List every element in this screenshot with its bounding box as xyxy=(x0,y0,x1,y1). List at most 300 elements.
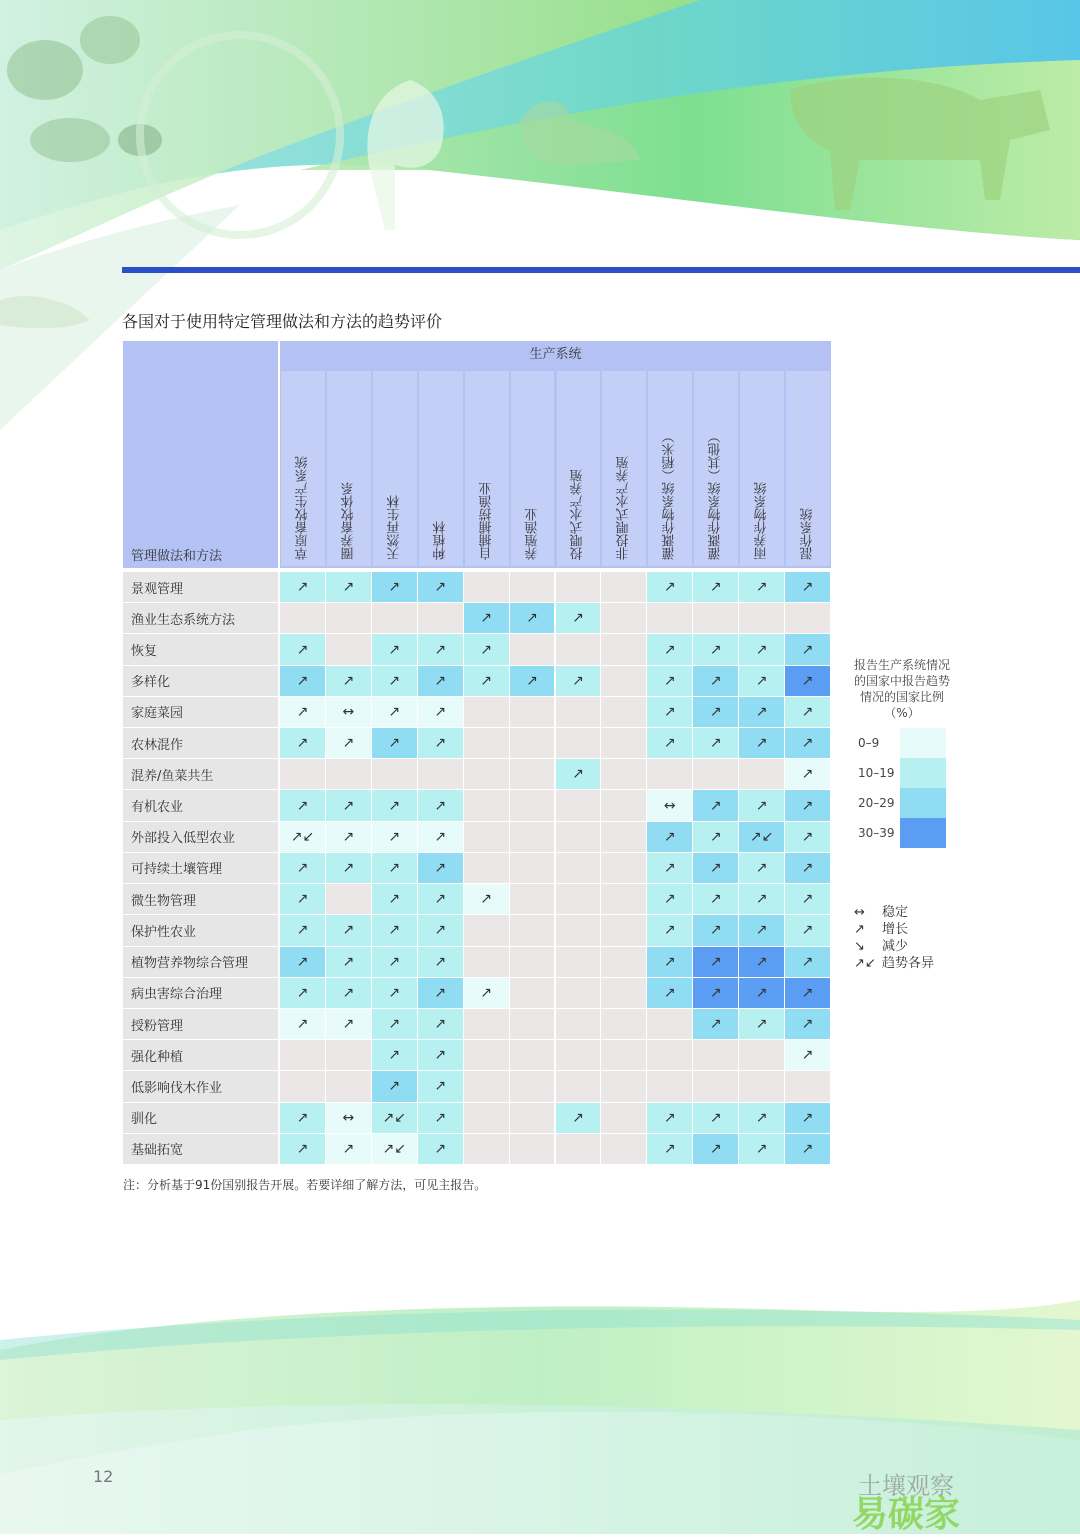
trend-cell xyxy=(510,1071,555,1101)
legend-title: 报告生产系统情况的国家中报告趋势情况的国家比例（%） xyxy=(854,658,951,720)
trend-cell xyxy=(785,1071,830,1101)
trend-cell: ↗ xyxy=(693,915,738,945)
trend-cell: ↗ xyxy=(693,947,738,977)
trend-cell: ↗ xyxy=(647,634,692,664)
trend-cell: ↗ xyxy=(739,790,784,820)
trend-cell: ↗ xyxy=(739,947,784,977)
trend-cell xyxy=(647,1009,692,1039)
trend-cell xyxy=(510,853,555,883)
row-header-cell xyxy=(123,341,278,568)
trend-cell: ↗ xyxy=(418,1103,463,1133)
trend-cell xyxy=(326,634,371,664)
column-header-block xyxy=(280,341,831,568)
trend-cell: ↗ xyxy=(556,1103,601,1133)
row-label: 渔业生态系统方法 xyxy=(123,603,278,633)
legend-symbol xyxy=(854,918,964,935)
trend-cell xyxy=(510,697,555,727)
legend-symbol xyxy=(854,952,964,969)
trend-cell: ↗ xyxy=(693,822,738,852)
row-label: 有机农业 xyxy=(123,790,278,820)
legend-symbol-label: 趋势各异 xyxy=(882,956,935,971)
trend-cell: ↗ xyxy=(418,572,463,602)
trend-cell: ↗ xyxy=(647,884,692,914)
legend-band xyxy=(858,758,948,788)
trend-cell: ↔ xyxy=(326,697,371,727)
trend-cell: ↗ xyxy=(280,666,325,696)
row-header-label: 管理做法和方法 xyxy=(131,549,223,564)
trend-cell xyxy=(464,1040,509,1070)
row-label: 景观管理 xyxy=(123,572,278,602)
trend-cell: ↗ xyxy=(418,853,463,883)
legend-band-label: 0–9 xyxy=(858,736,880,750)
column-header xyxy=(419,371,463,566)
trend-cell xyxy=(464,822,509,852)
trend-cell: ↗ xyxy=(739,1103,784,1133)
legend-band-label: 10–19 xyxy=(858,766,895,780)
trend-cell xyxy=(601,572,646,602)
trend-cell: ↗↙ xyxy=(372,1134,417,1164)
trend-cell: ↗ xyxy=(693,728,738,758)
trend-cell xyxy=(464,1134,509,1164)
column-header-label: 雨养作物系统 xyxy=(754,482,770,560)
row-label: 病虫害综合治理 xyxy=(123,978,278,1008)
trend-cell: ↗ xyxy=(280,634,325,664)
trend-cell xyxy=(418,759,463,789)
trend-cell: ↗ xyxy=(326,853,371,883)
legend-band xyxy=(858,818,948,848)
trend-cell: ↗ xyxy=(785,1134,830,1164)
trend-cell: ↗ xyxy=(372,915,417,945)
trend-cell xyxy=(647,1071,692,1101)
trend-cell xyxy=(464,915,509,945)
column-header xyxy=(740,371,784,566)
trend-cell: ↗ xyxy=(739,1009,784,1039)
row-label: 强化种植 xyxy=(123,1040,278,1070)
trend-cell xyxy=(510,1134,555,1164)
trend-cell xyxy=(556,790,601,820)
trend-cell xyxy=(510,634,555,664)
trend-cell: ↗ xyxy=(693,666,738,696)
trend-cell xyxy=(556,915,601,945)
trend-cell xyxy=(601,1071,646,1101)
trend-cell: ↗ xyxy=(739,884,784,914)
trend-cell xyxy=(326,603,371,633)
trend-cell: ↗ xyxy=(280,1103,325,1133)
trend-cell: ↗ xyxy=(280,790,325,820)
trend-cell: ↗ xyxy=(647,947,692,977)
trend-cell: ↗ xyxy=(785,634,830,664)
trend-cell: ↗ xyxy=(647,853,692,883)
trend-cell xyxy=(601,884,646,914)
watermark-logo: 易碳家 xyxy=(852,1494,961,1535)
column-header-label: 草原畜牧生产系统 xyxy=(295,456,311,560)
trend-cell: ↗ xyxy=(739,666,784,696)
trend-cell xyxy=(510,728,555,758)
trend-cell: ↗ xyxy=(647,1103,692,1133)
trend-cell: ↗ xyxy=(372,822,417,852)
row-label: 低影响伐木作业 xyxy=(123,1071,278,1101)
trend-cell xyxy=(601,666,646,696)
trend-cell xyxy=(601,728,646,758)
legend-band-label: 30–39 xyxy=(858,826,895,840)
trend-cell: ↗ xyxy=(785,790,830,820)
trend-cell: ↗ xyxy=(693,1134,738,1164)
trend-cell: ↗ xyxy=(739,915,784,945)
trend-cell: ↗ xyxy=(418,728,463,758)
trend-cell: ↗ xyxy=(693,790,738,820)
trend-cell: ↗ xyxy=(372,884,417,914)
trend-cell: ↗ xyxy=(418,978,463,1008)
trend-cell: ↗ xyxy=(739,572,784,602)
trend-cell xyxy=(464,728,509,758)
trend-cell: ↗ xyxy=(556,666,601,696)
group-header: 生产系统 xyxy=(529,347,582,362)
trend-cell: ↗ xyxy=(510,666,555,696)
trend-cell: ↗ xyxy=(280,572,325,602)
trend-cell: ↗ xyxy=(693,1103,738,1133)
watermark-line1: 土壤观察 xyxy=(858,1472,954,1500)
trend-cell xyxy=(693,1071,738,1101)
trend-cell xyxy=(510,1009,555,1039)
column-header-label: 种植林 xyxy=(433,521,449,560)
legend-swatch xyxy=(900,818,946,848)
trend-cell: ↗ xyxy=(739,728,784,758)
trend-cell xyxy=(601,697,646,727)
trend-cell: ↗ xyxy=(785,915,830,945)
trend-cell: ↗ xyxy=(647,978,692,1008)
legend-symbol xyxy=(854,901,964,918)
column-header xyxy=(511,371,555,566)
trend-cell: ↗ xyxy=(510,603,555,633)
trend-cell xyxy=(464,790,509,820)
trend-cell xyxy=(510,822,555,852)
trend-cell: ↗ xyxy=(693,1009,738,1039)
trend-cell: ↗ xyxy=(647,822,692,852)
trend-cell: ↗ xyxy=(372,572,417,602)
page-number: 12 xyxy=(93,1467,114,1486)
trend-cell: ↗ xyxy=(739,697,784,727)
trend-cell: ↗ xyxy=(326,666,371,696)
trend-cell: ↗ xyxy=(693,978,738,1008)
row-label: 可持续土壤管理 xyxy=(123,853,278,883)
trend-cell: ↗ xyxy=(372,978,417,1008)
trend-cell: ↗ xyxy=(326,790,371,820)
trend-cell xyxy=(739,759,784,789)
column-header xyxy=(602,371,646,566)
page-title: 各国对于使用特定管理做法和方法的趋势评价 xyxy=(122,312,443,331)
trend-cell: ↗ xyxy=(372,634,417,664)
trend-arrow-icon: ↔ xyxy=(854,905,865,920)
trend-cell: ↗ xyxy=(326,947,371,977)
trend-cell: ↗ xyxy=(693,634,738,664)
trend-cell: ↗ xyxy=(280,1009,325,1039)
trend-cell: ↗ xyxy=(785,1009,830,1039)
trend-cell: ↗ xyxy=(464,978,509,1008)
trend-table xyxy=(123,341,831,1165)
trend-cell: ↗ xyxy=(418,790,463,820)
trend-cell xyxy=(280,603,325,633)
trend-cell xyxy=(510,1040,555,1070)
trend-cell xyxy=(464,697,509,727)
trend-cell xyxy=(556,853,601,883)
trend-cell xyxy=(601,634,646,664)
column-header xyxy=(465,371,509,566)
trend-cell xyxy=(510,915,555,945)
trend-cell xyxy=(464,1071,509,1101)
trend-cell: ↗ xyxy=(418,697,463,727)
legend-band-label: 20–29 xyxy=(858,796,895,810)
trend-cell xyxy=(280,1071,325,1101)
trend-cell: ↗ xyxy=(647,915,692,945)
trend-cell xyxy=(556,1071,601,1101)
trend-cell xyxy=(464,1009,509,1039)
trend-cell xyxy=(556,884,601,914)
trend-cell: ↗ xyxy=(464,634,509,664)
trend-cell: ↗ xyxy=(372,790,417,820)
trend-cell: ↗ xyxy=(693,884,738,914)
trend-cell: ↗ xyxy=(326,1134,371,1164)
trend-cell xyxy=(556,1040,601,1070)
trend-cell xyxy=(510,572,555,602)
row-label: 保护性农业 xyxy=(123,915,278,945)
trend-cell xyxy=(693,759,738,789)
trend-cell xyxy=(464,1103,509,1133)
trend-cell xyxy=(510,884,555,914)
trend-arrow-icon: ↘ xyxy=(854,939,865,954)
trend-cell: ↗ xyxy=(785,1040,830,1070)
row-label: 驯化 xyxy=(123,1103,278,1133)
trend-cell: ↗ xyxy=(739,978,784,1008)
trend-cell: ↗ xyxy=(280,697,325,727)
trend-arrow-icon: ↗ xyxy=(854,922,865,937)
row-label: 基础拓宽 xyxy=(123,1134,278,1164)
trend-cell: ↗ xyxy=(647,1134,692,1164)
trend-cell xyxy=(647,1040,692,1070)
trend-cell: ↗↙ xyxy=(372,1103,417,1133)
trend-cell: ↗ xyxy=(326,728,371,758)
row-label: 微生物管理 xyxy=(123,884,278,914)
trend-cell: ↗ xyxy=(280,884,325,914)
trend-cell: ↗ xyxy=(739,853,784,883)
trend-cell: ↗ xyxy=(785,759,830,789)
trend-cell: ↗ xyxy=(464,884,509,914)
column-header xyxy=(648,371,692,566)
trend-cell xyxy=(326,884,371,914)
column-header-label: 自捕捕捞渔业 xyxy=(479,482,495,560)
trend-cell: ↗ xyxy=(326,572,371,602)
trend-cell xyxy=(693,1040,738,1070)
trend-cell: ↗ xyxy=(464,666,509,696)
trend-cell: ↗ xyxy=(372,728,417,758)
trend-cell xyxy=(556,947,601,977)
trend-cell: ↗ xyxy=(647,697,692,727)
trend-cell: ↗ xyxy=(693,853,738,883)
trend-cell: ↗ xyxy=(785,822,830,852)
column-header-label: 混作系统 xyxy=(800,508,816,560)
column-header-label: 灌溉作物系统（稻米） xyxy=(662,430,678,560)
trend-cell xyxy=(739,603,784,633)
trend-cell xyxy=(601,947,646,977)
trend-cell: ↗ xyxy=(739,1134,784,1164)
trend-cell: ↗ xyxy=(785,572,830,602)
trend-cell: ↗ xyxy=(464,603,509,633)
trend-cell: ↗ xyxy=(280,728,325,758)
trend-cell xyxy=(418,603,463,633)
trend-cell xyxy=(601,759,646,789)
trend-cell xyxy=(556,697,601,727)
legend-symbol xyxy=(854,935,964,952)
trend-cell: ↗↙ xyxy=(280,822,325,852)
trend-cell xyxy=(326,1040,371,1070)
trend-cell xyxy=(601,1040,646,1070)
trend-cell: ↗ xyxy=(785,947,830,977)
legend-swatch xyxy=(900,788,946,818)
trend-cell: ↗ xyxy=(785,884,830,914)
column-header-label: 天然再生林 xyxy=(387,495,403,560)
trend-cell: ↗ xyxy=(372,947,417,977)
column-header xyxy=(786,371,830,566)
trend-cell: ↗ xyxy=(418,1071,463,1101)
trend-cell: ↔ xyxy=(326,1103,371,1133)
trend-cell: ↔ xyxy=(647,790,692,820)
trend-cell xyxy=(601,1009,646,1039)
trend-cell xyxy=(601,1103,646,1133)
trend-cell: ↗ xyxy=(785,978,830,1008)
trend-cell xyxy=(464,759,509,789)
trend-cell xyxy=(510,947,555,977)
column-header xyxy=(327,371,371,566)
trend-cell xyxy=(326,1071,371,1101)
trend-cell xyxy=(556,978,601,1008)
trend-cell: ↗ xyxy=(326,915,371,945)
trend-cell: ↗ xyxy=(280,978,325,1008)
trend-cell: ↗ xyxy=(693,697,738,727)
footnote: 注：分析基于91份国别报告开展。若要详细了解方法，可见主报告。 xyxy=(123,1178,487,1192)
trend-cell: ↗ xyxy=(785,697,830,727)
trend-cell: ↗ xyxy=(785,728,830,758)
trend-cell: ↗ xyxy=(280,1134,325,1164)
trend-cell xyxy=(556,1134,601,1164)
trend-cell: ↗ xyxy=(785,853,830,883)
trend-cell: ↗↙ xyxy=(739,822,784,852)
trend-cell: ↗ xyxy=(739,634,784,664)
legend-swatch xyxy=(900,728,946,758)
row-label: 多样化 xyxy=(123,666,278,696)
trend-cell xyxy=(647,759,692,789)
trend-cell xyxy=(464,572,509,602)
column-header xyxy=(373,371,417,566)
trend-cell xyxy=(464,947,509,977)
trend-arrow-icon: ↗↙ xyxy=(854,956,876,971)
trend-cell xyxy=(601,978,646,1008)
row-label: 外部投入低型农业 xyxy=(123,822,278,852)
trend-cell: ↗ xyxy=(326,1009,371,1039)
row-label: 家庭菜园 xyxy=(123,697,278,727)
column-header xyxy=(557,371,601,566)
trend-cell xyxy=(601,915,646,945)
trend-cell xyxy=(785,603,830,633)
trend-cell xyxy=(601,853,646,883)
trend-cell: ↗ xyxy=(372,1040,417,1070)
trend-cell: ↗ xyxy=(418,915,463,945)
trend-cell: ↗ xyxy=(326,822,371,852)
trend-cell: ↗ xyxy=(693,572,738,602)
column-header-label: 灌溉作物系统（其他） xyxy=(708,430,724,560)
trend-cell: ↗ xyxy=(418,884,463,914)
trend-cell xyxy=(280,759,325,789)
trend-cell xyxy=(556,728,601,758)
trend-cell: ↗ xyxy=(372,1009,417,1039)
row-label: 农林混作 xyxy=(123,728,278,758)
trend-cell xyxy=(739,1040,784,1070)
legend-band xyxy=(858,728,948,758)
trend-cell: ↗ xyxy=(418,947,463,977)
trend-cell: ↗ xyxy=(647,666,692,696)
trend-cell: ↗ xyxy=(372,697,417,727)
trend-cell xyxy=(510,790,555,820)
row-label: 授粉管理 xyxy=(123,1009,278,1039)
trend-cell: ↗ xyxy=(647,572,692,602)
trend-cell: ↗ xyxy=(785,666,830,696)
trend-cell xyxy=(739,1071,784,1101)
trend-cell xyxy=(280,1040,325,1070)
trend-cell xyxy=(556,1009,601,1039)
trend-cell: ↗ xyxy=(418,666,463,696)
trend-cell: ↗ xyxy=(418,822,463,852)
trend-cell xyxy=(510,759,555,789)
trend-cell xyxy=(556,572,601,602)
trend-cell: ↗ xyxy=(418,1040,463,1070)
column-header-label: 非投喂式水产养殖 xyxy=(616,456,632,560)
trend-cell: ↗ xyxy=(647,728,692,758)
legend-symbol-label: 增长 xyxy=(882,922,909,937)
column-header-label: 养殖渔业 xyxy=(525,508,541,560)
trend-cell xyxy=(601,1134,646,1164)
trend-cell: ↗ xyxy=(280,947,325,977)
trend-cell: ↗ xyxy=(785,1103,830,1133)
legend-swatch xyxy=(900,758,946,788)
legend-band xyxy=(858,788,948,818)
trend-cell: ↗ xyxy=(372,853,417,883)
trend-cell xyxy=(372,603,417,633)
trend-cell: ↗ xyxy=(280,853,325,883)
trend-cell xyxy=(647,603,692,633)
column-header xyxy=(694,371,738,566)
trend-cell xyxy=(601,603,646,633)
column-header-label: 投喂式水产养殖 xyxy=(570,469,586,560)
row-label: 恢复 xyxy=(123,634,278,664)
legend-symbol-label: 减少 xyxy=(882,939,909,954)
trend-cell: ↗ xyxy=(372,666,417,696)
trend-cell: ↗ xyxy=(418,1009,463,1039)
trend-cell: ↗ xyxy=(372,1071,417,1101)
trend-cell xyxy=(464,853,509,883)
row-label: 植物营养物综合管理 xyxy=(123,947,278,977)
trend-cell xyxy=(693,603,738,633)
trend-cell xyxy=(601,822,646,852)
legend-symbol-label: 稳定 xyxy=(882,905,909,920)
row-label: 混养/鱼菜共生 xyxy=(123,759,278,789)
trend-cell xyxy=(601,790,646,820)
header-rule xyxy=(122,267,1080,273)
trend-cell: ↗ xyxy=(556,759,601,789)
trend-cell: ↗ xyxy=(326,978,371,1008)
trend-cell xyxy=(326,759,371,789)
trend-cell: ↗ xyxy=(280,915,325,945)
column-header xyxy=(281,371,325,566)
column-header-label: 圈养畜牧体系 xyxy=(341,482,357,560)
trend-cell xyxy=(510,978,555,1008)
